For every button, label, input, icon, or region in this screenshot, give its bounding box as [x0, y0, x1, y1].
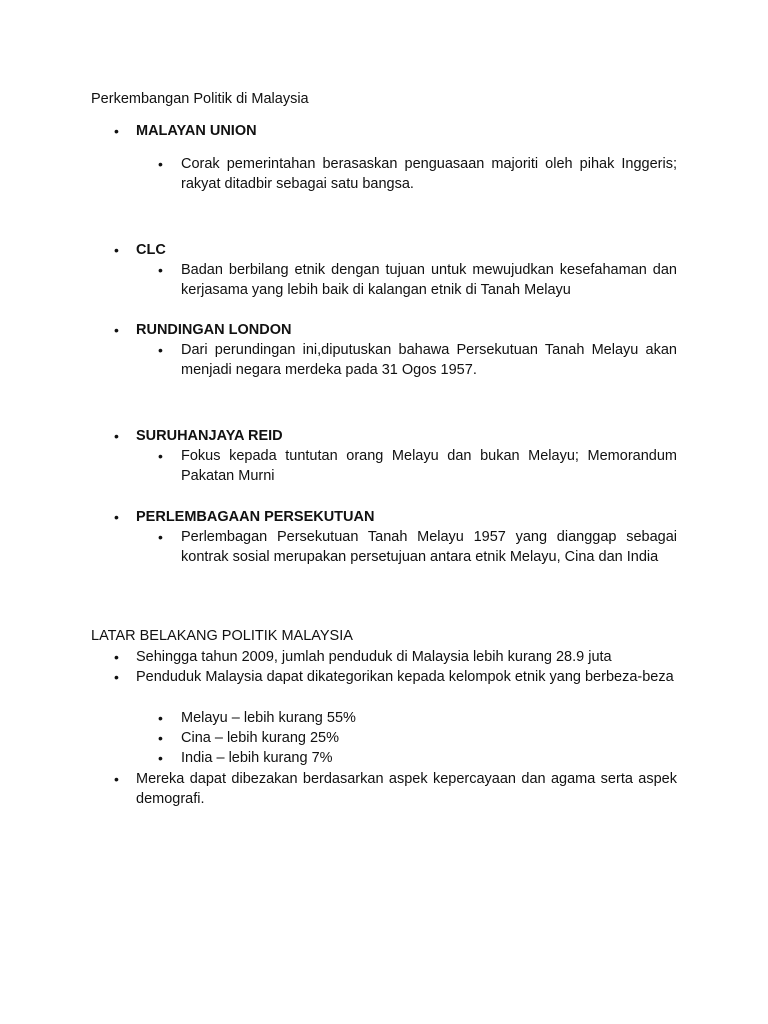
section-point-malayan-union: Corak pemerintahan berasaskan penguasaan majoriti oleh pihak Inggeris; rakyat ditadbir sebagai satu bangsa. [181, 156, 677, 192]
bullet: • [114, 509, 119, 525]
sub-bullet: • [158, 156, 163, 172]
background-item-ethnic-categories: Penduduk Malaysia dapat dikategorikan kepada kelompok etnik yang berbeza-beza [136, 669, 674, 685]
section-heading-suruhanjaya-reid: SURUHANJAYA REID [136, 428, 283, 444]
section-heading-clc: CLC [136, 242, 166, 258]
section-heading-perlembagaan-persekutuan: PERLEMBAGAAN PERSEKUTUAN [136, 509, 375, 525]
sub-bullet: • [158, 750, 163, 766]
background-heading: LATAR BELAKANG POLITIK MALAYSIA [91, 628, 353, 644]
section-point-clc: Badan berbilang etnik dengan tujuan untuk mewujudkan kesefahaman dan kerjasama yang lebih baik di kalangan etnik di Tanah Melayu [181, 262, 677, 298]
section-heading-rundingan-london: RUNDINGAN LONDON [136, 322, 292, 338]
section-point-suruhanjaya-reid: Fokus kepada tuntutan orang Melayu dan bukan Melayu; Memorandum Pakatan Murni [181, 448, 677, 484]
bullet: • [114, 428, 119, 444]
bullet: • [114, 242, 119, 258]
section-point-perlembagaan-persekutuan: Perlembagan Persekutuan Tanah Melayu 1957 yang dianggap sebagai kontrak sosial merupakan persetujuan antara etnik Melayu, Cina dan India [181, 529, 677, 565]
background-item-differences: Mereka dapat dibezakan berdasarkan aspek kepercayaan dan agama serta aspek demografi. [136, 771, 677, 807]
sub-bullet: • [158, 710, 163, 726]
ethnic-group-cina: Cina – lebih kurang 25% [181, 730, 339, 746]
sub-bullet: • [158, 262, 163, 278]
bullet: • [114, 123, 119, 139]
sub-bullet: • [158, 730, 163, 746]
bullet: • [114, 771, 119, 787]
sub-bullet: • [158, 448, 163, 464]
bullet: • [114, 669, 119, 685]
document-title: Perkembangan Politik di Malaysia [91, 91, 309, 107]
bullet: • [114, 649, 119, 665]
sub-bullet: • [158, 342, 163, 358]
bullet: • [114, 322, 119, 338]
section-heading-malayan-union: MALAYAN UNION [136, 123, 257, 139]
section-point-rundingan-london: Dari perundingan ini,diputuskan bahawa Persekutuan Tanah Melayu akan menjadi negara merdeka pada 31 Ogos 1957. [181, 342, 677, 378]
background-item-population: Sehingga tahun 2009, jumlah penduduk di Malaysia lebih kurang 28.9 juta [136, 649, 612, 665]
ethnic-group-melayu: Melayu – lebih kurang 55% [181, 710, 356, 726]
ethnic-group-india: India – lebih kurang 7% [181, 750, 333, 766]
sub-bullet: • [158, 529, 163, 545]
